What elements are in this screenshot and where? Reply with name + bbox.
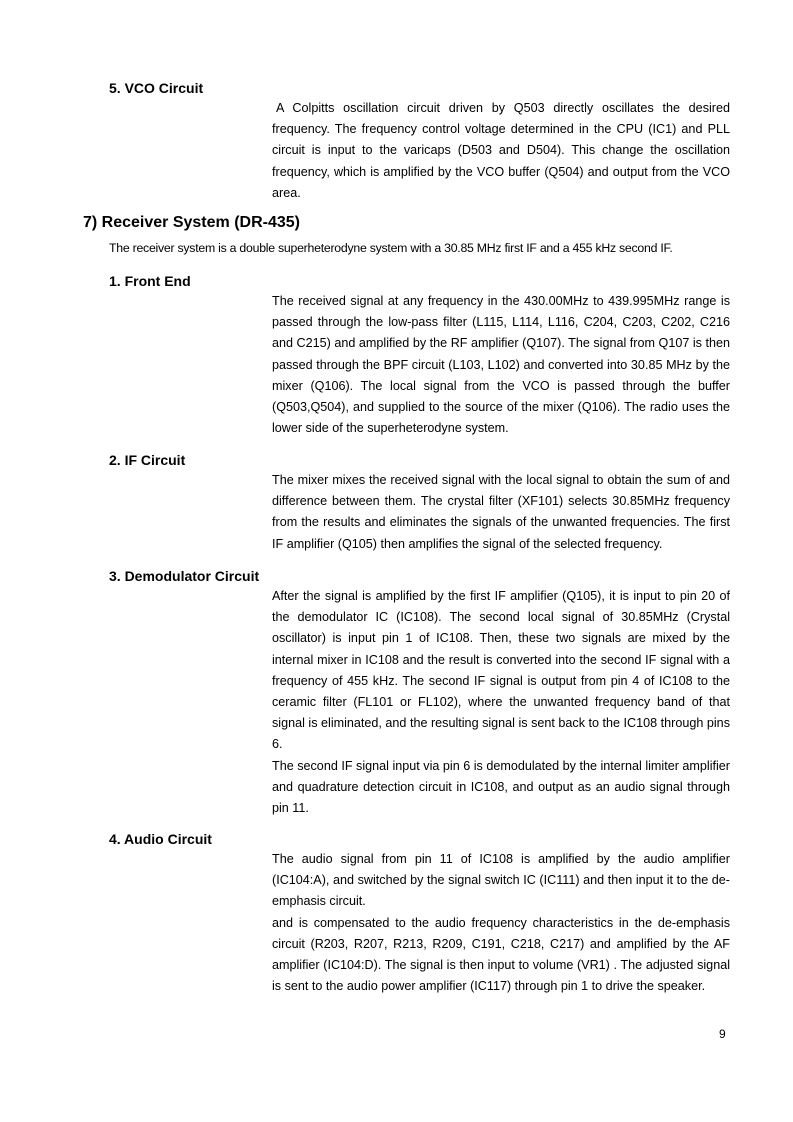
receiver-system-title: 7) Receiver System (DR-435) xyxy=(83,214,300,231)
audio-paragraph-1: The audio signal from pin 11 of IC108 is amplified by the audio amplifier (IC104:A), and switched by the signal switch IC (IC111) and then input it to the de-emphasis circuit. xyxy=(272,852,730,909)
audio-circuit-heading: 4. Audio Circuit xyxy=(109,831,212,847)
vco-circuit-paragraph: A Colpitts oscillation circuit driven by Q503 directly oscillates the desired frequency. The frequency control voltage determined in the CPU (IC1) and PLL circuit is input to the varicaps (D503 and D504). This change the oscillation frequency, which is amplified by the VCO buffer (Q504) and output from the VCO area. xyxy=(272,101,730,200)
if-circuit-body xyxy=(272,470,730,555)
page-number: 9 xyxy=(719,1027,726,1041)
front-end-paragraph: The received signal at any frequency in the 430.00MHz to 439.995MHz range is passed through the low-pass filter (L115, L114, L116, C204, C203, C202, C216 and C215) and amplified by the RF amplifier (Q107). The signal from Q107 is then passed through the BPF circuit (L103, L102) and converted into 30.85 MHz by the mixer (Q106). The local signal from the VCO is passed through the buffer (Q503,Q504), and supplied to the source of the mixer (Q106). The radio uses the lower side of the superheterodyne system. xyxy=(272,294,730,436)
demodulator-paragraph-2: The second IF signal input via pin 6 is demodulated by the internal limiter amplifier and quadrature detection circuit in IC108, and output as an audio signal through pin 11. xyxy=(272,758,730,816)
vco-circuit-heading: 5. VCO Circuit xyxy=(109,80,204,96)
front-end-heading: 1. Front End xyxy=(109,273,191,289)
receiver-system-intro: The receiver system is a double superheterodyne system with a 30.85 MHz first IF and a 455 kHz second IF. xyxy=(109,241,673,255)
front-end-body xyxy=(272,291,730,439)
vco-circuit-body xyxy=(272,98,730,204)
if-circuit-paragraph: The mixer mixes the received signal with the local signal to obtain the sum of and difference between them. The crystal filter (XF101) selects 30.85MHz frequency from the results and eliminates the signals of the unwanted frequencies. The first IF amplifier (Q105) then amplifies the signal of the selected frequency. xyxy=(272,473,730,551)
demodulator-paragraph-1: After the signal is amplified by the first IF amplifier (Q105), it is input to pin 20 of the demodulator IC (IC108). The second local signal of 30.85MHz (Crystal oscillator) is input pin 1 of IC108. Then, these two signals are mixed by the internal mixer in IC108 and the result is converted into the second IF signal with a frequency of 455 kHz. The second IF signal is output from pin 4 of IC108 to the ceramic filter (FL101 or FL102), where the unwanted frequency band of that signal is eliminated, and the resulting signal is sent back to the IC108 through pins 6. xyxy=(272,589,730,752)
if-circuit-heading: 2. IF Circuit xyxy=(109,452,186,468)
audio-circuit-body xyxy=(272,849,730,997)
demodulator-circuit-body xyxy=(272,586,730,819)
demodulator-circuit-heading: 3. Demodulator Circuit xyxy=(109,568,260,584)
audio-paragraph-2: and is compensated to the audio frequency characteristics in the de-emphasis circuit (R203, R207, R213, R209, C191, C218, C217) and amplified by the AF amplifier (IC104:D). The signal is then input to volume (VR1) . The adjusted signal is sent to the audio power amplifier (IC117) through pin 1 to drive the speaker. xyxy=(272,915,730,994)
